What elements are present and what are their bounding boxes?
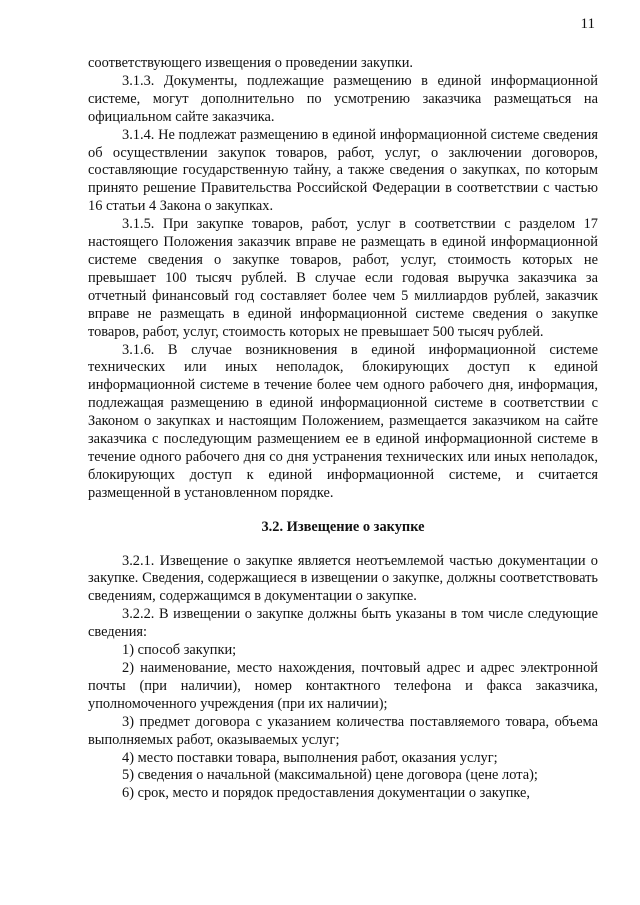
- section-heading: 3.2. Извещение о закупке: [261, 518, 425, 535]
- paragraph-3-1-3: 3.1.3. Документы, подлежащие размещению в единой информационной системе, могут дополнительно по усмотрению заказчика размещаться на официальном сайте заказчика.: [88, 72, 598, 125]
- document-body: [88, 55, 598, 803]
- paragraph-3-1-6: 3.1.6. В случае возникновения в единой информационной системе технических или иных неполадок, блокирующих доступ к единой информационной системе в течение более чем одного рабочего дня, информация, подлежащая размещению в единой информационной системе в соответствии с Законом о закупках и настоящим Положением, размещается заказчиком на сайте заказчика с последующим размещением ее в единой информационной системе в течение одного рабочего дня со дня устранения технических или иных неполадок, блокирующих доступ к единой информационной системе, и считается размещенной в установленном порядке.: [88, 341, 598, 501]
- paragraph-3-1-5: 3.1.5. При закупке товаров, работ, услуг в соответствии с разделом 17 настоящего Положения заказчик вправе не размещать в единой информационной системе сведения о закупке товаров, работ, услуг, стоимость которых не превышает 100 тысяч рублей. В случае если годовая выручка заказчика за отчетный финансовый год составляет более чем 5 миллиардов рублей, заказчик вправе не размещать в единой информационной системе сведения о закупке товаров, работ, услуг, стоимость которых не превышает 500 тысяч рублей.: [88, 216, 598, 340]
- list-item: 2) наименование, место нахождения, почтовый адрес и адрес электронной почты (при наличии), номер контактного телефона и факса заказчика, уполномоченного учреждения (при их наличии);: [88, 660, 598, 712]
- page-number: 11: [580, 16, 595, 32]
- paragraph-3-2-2: 3.2.2. В извещении о закупке должны быть указаны в том числе следующие сведения:: [88, 606, 598, 641]
- list-item: 4) место поставки товара, выполнения работ, оказания услуг;: [122, 749, 498, 766]
- paragraph-3-2-1: 3.2.1. Извещение о закупке является неотъемлемой частью документации о закупке. Сведения, содержащиеся в извещении о закупке, должны соответствовать сведениям, содержащимся в документации о закупке.: [88, 552, 598, 605]
- paragraph-3-1-4: 3.1.4. Не подлежат размещению в единой информационной системе сведения об осуществлении закупок товаров, работ, услуг, о заключении договоров, составляющие государственную тайну, а также сведения о закупках, по которым принято решение Правительства Российской Федерации в соответствии с частью 16 статьи 4 Закона о закупках.: [88, 126, 598, 215]
- list-item: 5) сведения о начальной (максимальной) цене договора (цене лота);: [122, 767, 538, 784]
- list-item: 6) срок, место и порядок предоставления документации о закупке,: [122, 785, 531, 802]
- paragraph-continuation: соответствующего извещения о проведении закупки.: [88, 55, 413, 71]
- list-item: 1) способ закупки;: [122, 642, 237, 659]
- list-item: 3) предмет договора с указанием количества поставляемого товара, объема выполняемых работ, оказываемых услуг;: [88, 713, 598, 748]
